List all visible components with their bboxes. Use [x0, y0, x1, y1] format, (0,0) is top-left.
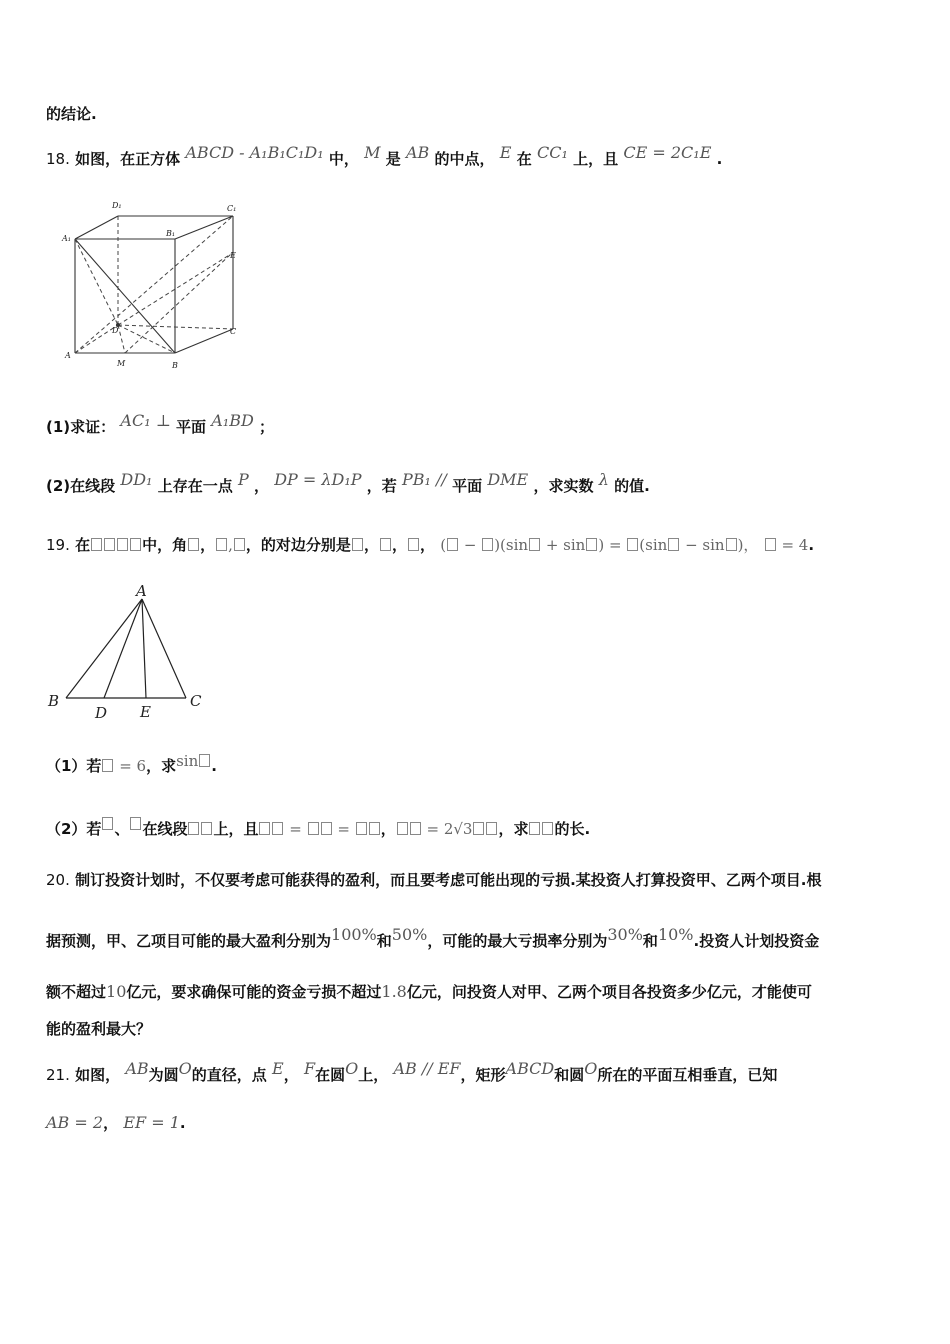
edge-bc — [175, 329, 233, 353]
q20-line4: 能的盈利最大？ — [46, 1020, 152, 1038]
prev-conclusion: 的结论. — [46, 105, 97, 123]
label-c1: C₁ — [227, 204, 237, 213]
q18-number: 18. — [46, 150, 70, 168]
segment-ac1 — [75, 216, 233, 353]
label-d1: D₁ — [112, 201, 122, 210]
segment-db — [118, 325, 175, 353]
label-b: B — [172, 361, 178, 370]
label-d: D — [95, 704, 108, 722]
segment-dm — [118, 325, 125, 353]
edge-b1c1 — [175, 216, 233, 239]
label-b1: B₁ — [166, 229, 176, 238]
label-a1: A₁ — [62, 234, 71, 243]
label-e: E — [140, 703, 151, 721]
triangle-figure — [44, 580, 214, 725]
label-e: E — [230, 251, 236, 260]
cube-name: ABCD - A₁B₁C₁D₁ — [185, 143, 324, 162]
q20-number: 20. — [46, 871, 70, 889]
side-ac — [142, 599, 186, 698]
segment-ae — [142, 599, 146, 698]
q19-number: 19. — [46, 536, 70, 554]
q20-line1: 20. 制订投资计划时，不仅要考虑可能获得的盈利，而且要考虑可能出现的亏损.某投资人打算投资甲、乙两个项目.根 — [46, 871, 822, 889]
q18-stem: 18. 如图，在正方体 ABCD - A₁B₁C₁D₁ 中， M 是 AB 的中点， E 在 CC₁ 上，且 CE = 2C₁E . — [46, 143, 723, 168]
q18-part1: (1)求证： AC₁ ⊥ 平面 A₁BD ； — [46, 411, 275, 436]
cube-figure — [55, 195, 255, 375]
q21-line2: AB = 2， EF = 1. — [46, 1113, 186, 1132]
segment-a1b — [75, 239, 175, 353]
label-c: C — [190, 692, 202, 710]
label-m: M — [117, 359, 126, 368]
q20-line2: 据预测，甲、乙项目可能的最大盈利分别为100%和50%，可能的最大亏损率分别为30%和10%.投资人计划投资金 — [46, 925, 820, 950]
edge-a1d1 — [75, 216, 118, 239]
q18-part2: (2)在线段 DD₁ 上存在一点 P ， DP = λD₁P ，若 PB₁ // 平面 DME ，求实数 λ 的值. — [46, 470, 650, 495]
q19-part1: （1）若 = 6，求sin . — [46, 752, 217, 775]
label-a: A — [65, 351, 71, 360]
q21-number: 21. — [46, 1066, 70, 1084]
segment-ad — [104, 599, 142, 698]
q21-line1: 21. 如图， AB为圆O的直径，点 E， F在圆O上， AB // EF，矩形ABCD和圆O所在的平面互相垂直，已知 — [46, 1059, 778, 1084]
side-ab — [66, 599, 142, 698]
segment-me — [125, 254, 231, 353]
segment-a1d — [75, 239, 118, 325]
label-b: B — [48, 692, 60, 710]
q19-formula: ( − )(sin + sin ) = (sin − sin )， — [440, 536, 759, 554]
q19-part2: （2）若 、 在线段 上，且 = = ， = 2√3 ，求 的长. — [46, 818, 590, 839]
label-c: C — [230, 327, 237, 336]
q19-stem: 19. 在 中，角 ， , ，的对边分别是 ， ， ， ( − )(sin + sin ) = (sin − sin )， = 4. — [46, 536, 815, 554]
label-a: A — [136, 582, 147, 600]
label-d: D — [112, 326, 119, 335]
q20-line3: 额不超过10亿元，要求确保可能的资金亏损不超过1.8亿元，问投资人对甲、乙两个项目各投资多少亿元，才能使可 — [46, 982, 812, 1001]
